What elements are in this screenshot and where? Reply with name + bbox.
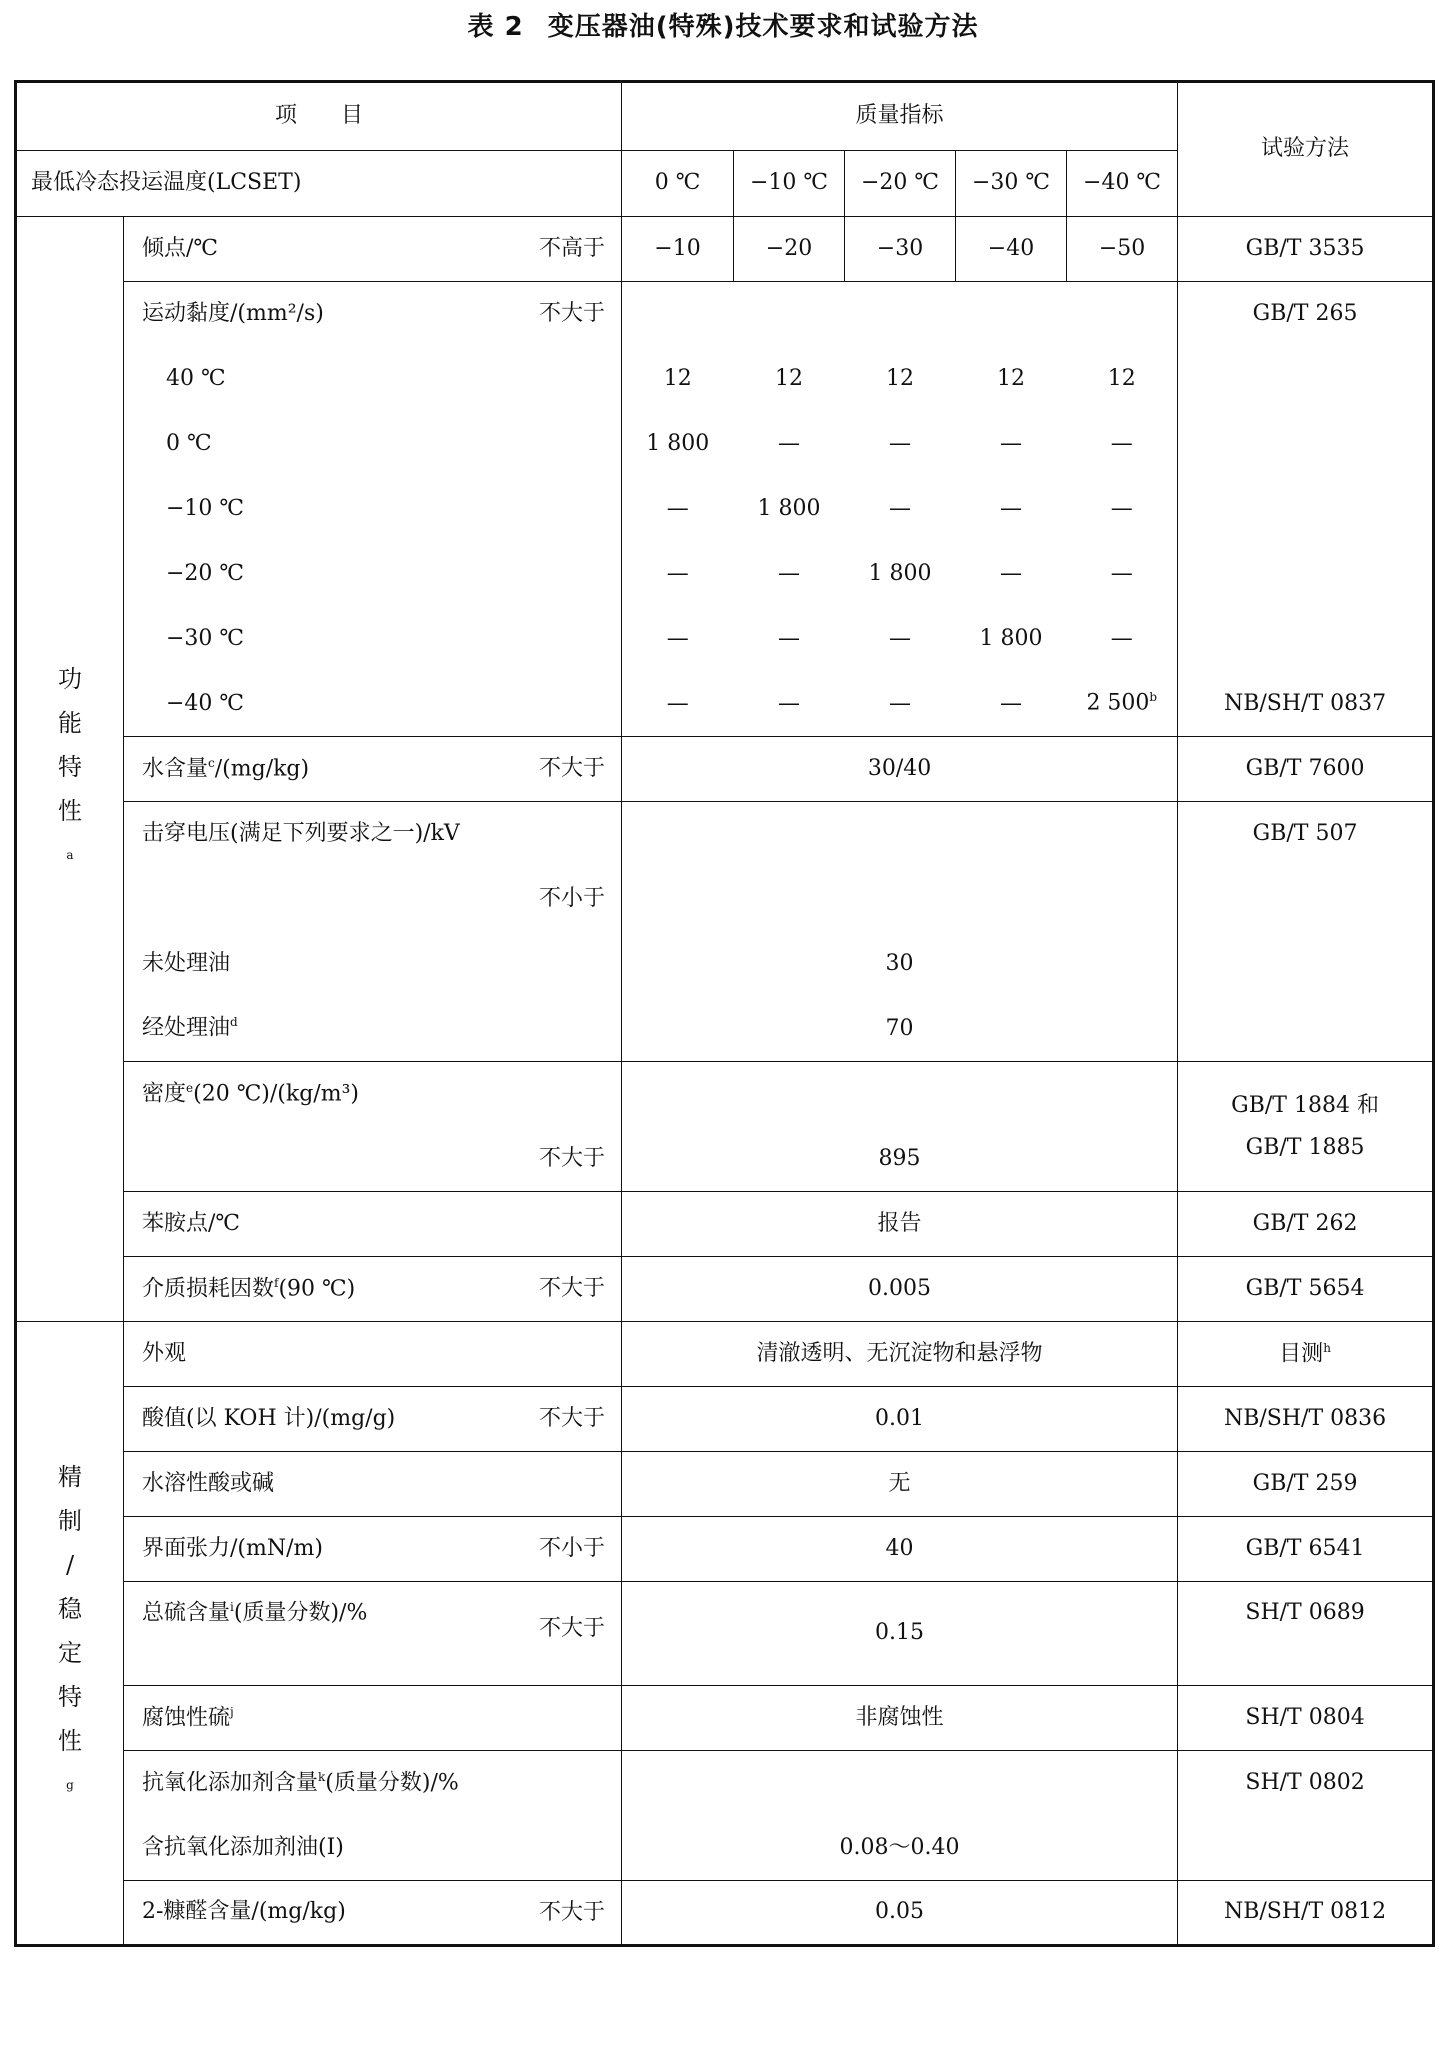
value-cell: 1 800 — [622, 412, 734, 477]
method-cell: NB/SH/T 0836 — [1178, 1387, 1434, 1452]
value-cell: 清澈透明、无沉淀物和悬浮物 — [622, 1322, 1178, 1387]
row-water-content: 水含量$^c$/(mg/kg) 不大于 — [124, 737, 622, 802]
antioxidant-sub-label: 含抗氧化添加剂油(I) — [124, 1816, 622, 1881]
value-cell: 报告 — [622, 1192, 1178, 1257]
method-cell: GB/T 507 — [1178, 802, 1434, 867]
method-cell: GB/T 262 — [1178, 1192, 1434, 1257]
value-cell: 0.005 — [622, 1257, 1178, 1322]
viscosity-sub-label: 40 ℃ — [124, 347, 622, 412]
viscosity-sub-label: −30 ℃ — [124, 607, 622, 672]
row-water-soluble-acid: 水溶性酸或碱 — [124, 1452, 622, 1517]
value-cell: — — [1000, 430, 1023, 456]
value-cell: — — [889, 625, 912, 651]
value-cell: −40 — [956, 217, 1067, 282]
value-cell: −50 — [1067, 217, 1178, 282]
value-cell: — — [622, 477, 734, 542]
row-acid-value: 酸值(以 KOH 计)/(mg/g) 不大于 — [124, 1387, 622, 1452]
method-cell: 目测$^h$ — [1178, 1322, 1434, 1387]
value-cell: — — [889, 495, 912, 521]
breakdown-sub-label: 未处理油 — [124, 932, 622, 997]
value-cell: 1 800 — [757, 495, 821, 521]
method-cell: NB/SH/T 0837 — [1178, 672, 1434, 737]
value-cell: — — [1067, 412, 1178, 477]
value-cell: — — [778, 560, 801, 586]
header-temp: −40 ℃ — [1067, 151, 1178, 217]
row-corrosive-sulfur: 腐蚀性硫$^j$ — [124, 1686, 622, 1751]
value-cell: 无 — [622, 1452, 1178, 1517]
value-cell: — — [889, 430, 912, 456]
value-cell: 12 — [997, 365, 1026, 391]
value-cell: — — [622, 542, 734, 607]
value-cell: −20 — [734, 217, 845, 282]
method-cell: GB/T 259 — [1178, 1452, 1434, 1517]
value-cell: 895 — [622, 1127, 1178, 1192]
row-total-sulfur: 总硫含量$^i$(质量分数)/% 不大于 — [124, 1582, 622, 1686]
method-cell: SH/T 0689 — [1178, 1582, 1434, 1686]
row-density: 密度$^e$(20 ℃)/(kg/m³) — [124, 1062, 622, 1127]
row-appearance: 外观 — [124, 1322, 622, 1387]
value-cell: 30 — [622, 932, 1178, 997]
value-cell: — — [734, 672, 845, 737]
value-cell: — — [622, 672, 734, 737]
value-cell: — — [1000, 495, 1023, 521]
value-cell: — — [622, 607, 734, 672]
value-cell: 12 — [886, 365, 915, 391]
row-interfacial-tension: 界面张力/(mN/m) 不小于 — [124, 1517, 622, 1582]
header-lcset: 最低冷态投运温度(LCSET) — [16, 151, 622, 217]
value-cell: — — [1067, 607, 1178, 672]
value-cell: 0.08～0.40 — [622, 1816, 1178, 1881]
value-cell: 0.05 — [622, 1881, 1178, 1946]
header-quality: 质量指标 — [622, 82, 1178, 151]
value-cell: 12 — [1067, 347, 1178, 412]
value-cell: 40 — [622, 1517, 1178, 1582]
value-cell: — — [956, 672, 1067, 737]
row-pour-point: 倾点/℃ 不高于 — [124, 217, 622, 282]
method-cell: NB/SH/T 0812 — [1178, 1881, 1434, 1946]
header-temp: −30 ℃ — [956, 151, 1067, 217]
header-temp: −20 ℃ — [845, 151, 956, 217]
viscosity-sub-label: −40 ℃ — [124, 672, 622, 737]
value-cell: — — [778, 430, 801, 456]
viscosity-sub-label: −20 ℃ — [124, 542, 622, 607]
breakdown-condition: 不小于 — [124, 867, 622, 932]
value-cell: — — [1067, 542, 1178, 607]
value-cell: 0.01 — [622, 1387, 1178, 1452]
row-furfural: 2-糠醛含量/(mg/kg) 不大于 — [124, 1881, 622, 1946]
table-title-text: 变压器油(特殊)技术要求和试验方法 — [547, 12, 979, 42]
value-cell: 2 500$^b$ — [1067, 672, 1178, 737]
value-cell: 0.15 — [622, 1582, 1178, 1686]
value-cell: 12 — [775, 365, 804, 391]
value-cell: — — [1000, 560, 1023, 586]
viscosity-sub-label: 0 ℃ — [124, 412, 622, 477]
header-temp: −10 ℃ — [734, 151, 845, 217]
row-antioxidant: 抗氧化添加剂含量$^k$(质量分数)/% — [124, 1751, 622, 1816]
group-functional: 功 能 特 性 $^a$ — [16, 217, 124, 1322]
value-cell: — — [1067, 477, 1178, 542]
method-cell: GB/T 265 — [1178, 282, 1434, 347]
header-method: 试验方法 — [1178, 82, 1434, 217]
value-cell: 非腐蚀性 — [622, 1686, 1178, 1751]
value-cell: — — [778, 625, 801, 651]
method-cell: GB/T 5654 — [1178, 1257, 1434, 1322]
spec-table — [14, 80, 1435, 1947]
method-cell: GB/T 6541 — [1178, 1517, 1434, 1582]
breakdown-sub-label: 经处理油$^d$ — [124, 997, 622, 1062]
method-cell: GB/T 3535 — [1178, 217, 1434, 282]
value-cell: 30/40 — [622, 737, 1178, 802]
table-number: 表 2 — [467, 12, 524, 42]
method-cell: SH/T 0802 — [1178, 1751, 1434, 1816]
row-aniline-point: 苯胺点/℃ — [124, 1192, 622, 1257]
row-viscosity: 运动黏度/(mm²/s) 不大于 — [124, 282, 622, 347]
value-cell: 1 800 — [979, 625, 1043, 651]
value-cell: 70 — [622, 997, 1178, 1062]
value-cell: −30 — [845, 217, 956, 282]
density-condition: 不大于 — [124, 1127, 622, 1192]
method-cell: SH/T 0804 — [1178, 1686, 1434, 1751]
value-cell: −10 — [622, 217, 734, 282]
method-cell: GB/T 1884 和 GB/T 1885 — [1178, 1062, 1434, 1192]
row-dissipation-factor: 介质损耗因数$^f$(90 ℃) 不大于 — [124, 1257, 622, 1322]
value-cell: 12 — [622, 347, 734, 412]
header-item: 项 目 — [16, 82, 622, 151]
header-temp: 0 ℃ — [622, 151, 734, 217]
table-title — [0, 6, 1446, 43]
value-cell: — — [845, 672, 956, 737]
value-cell: 1 800 — [868, 560, 932, 586]
group-refining-stability: 精 制 / 稳 定 特 性 $^g$ — [16, 1322, 124, 1946]
method-cell: GB/T 7600 — [1178, 737, 1434, 802]
row-breakdown-voltage: 击穿电压(满足下列要求之一)/kV — [124, 802, 622, 867]
viscosity-sub-label: −10 ℃ — [124, 477, 622, 542]
